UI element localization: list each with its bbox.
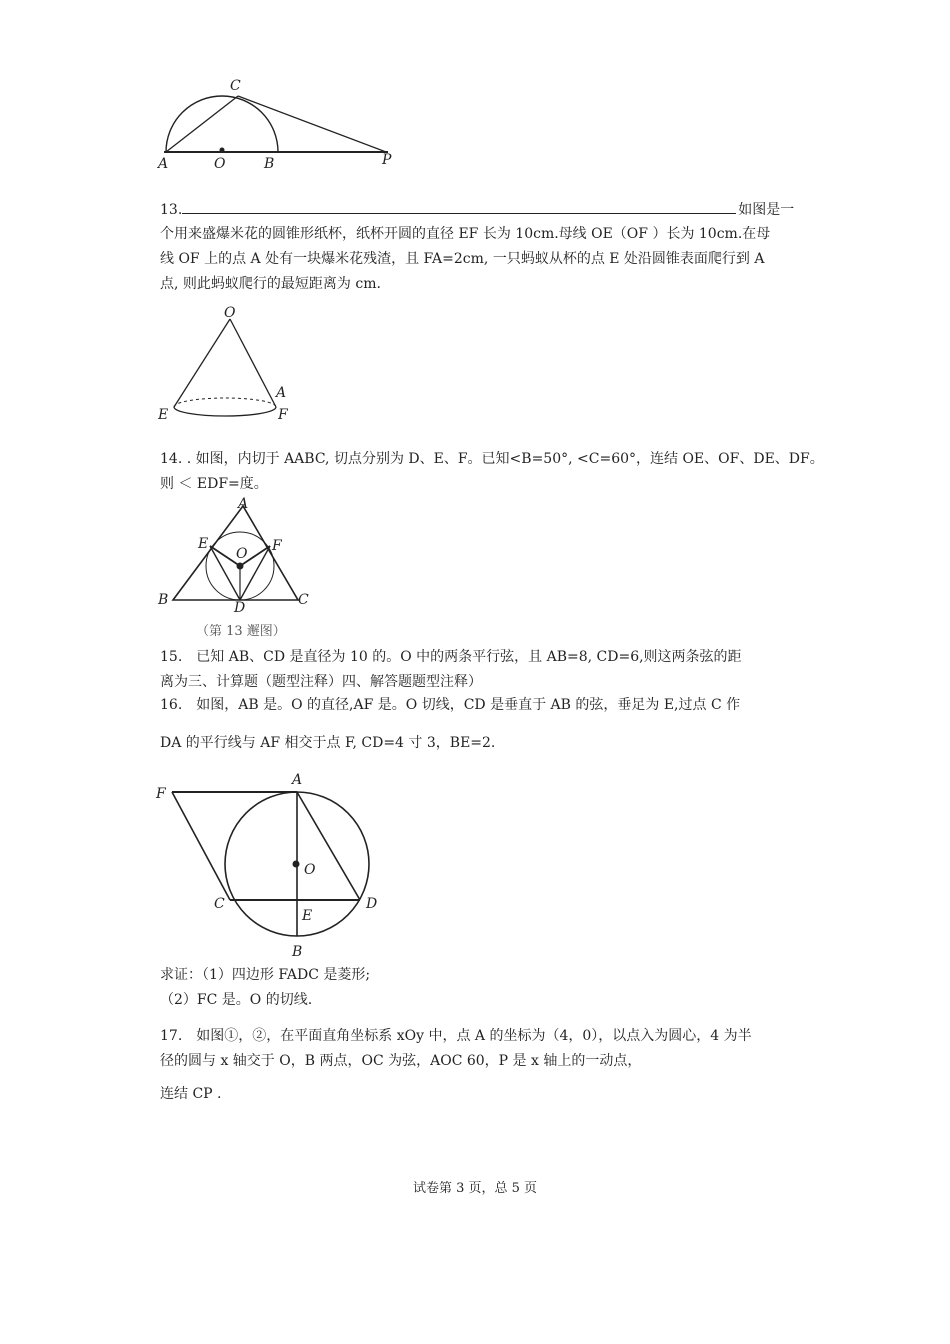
q13-number: 13. [160,202,183,218]
q17-line1: 17. 如图①，②，在平面直角坐标系 xOy 中，点 A 的坐标为（4，0），以点入为圆心，4 为半 [160,1028,752,1044]
label-d: D [366,896,378,912]
q15-line1: 15. 已知 AB、CD 是直径为 10 的。O 中的两条平行弦，且 AB=8, CD=6,则这两条弦的距 [160,649,742,665]
figure-semicircle-tangent [158,78,398,170]
q13-line1-tail: 如图是一 [738,202,795,218]
label-f: F [278,407,288,423]
label-b: B [158,592,169,608]
q13-line3: 线 OF 上的点 A 处有一块爆米花残渣，且 FA=2cm, 一只蚂蚁从杯的点 E 处沿圆锥表面爬行到 A [160,251,765,267]
label-b: B [292,944,303,960]
label-d: D [234,600,246,616]
label-o: O [224,305,236,321]
q17-line2: 径的圆与 x 轴交于 O，B 两点，OC 为弦，AOC 60，P 是 x 轴上的一动点， [160,1053,642,1069]
label-c: C [214,896,225,912]
label-b: B [264,156,275,172]
label-e: E [158,407,169,423]
label-o: O [214,156,226,172]
label-c: C [230,78,241,94]
q13-line1 [160,199,794,220]
q14-line2: 则 ＜ EDF=度。 [160,476,268,492]
q13-line4: 点, 则此蚂蚁爬行的最短距离为 cm. [160,276,381,292]
label-f: F [272,538,282,554]
page-footer: 试卷第 3 页，总 5 页 [412,1181,538,1196]
figure-cone [156,303,296,425]
label-a: A [158,156,169,172]
label-p: P [382,152,392,168]
q14-line1: 14. . 如图，内切于 AABC, 切点分别为 D、E、F。已知<B=50°, <C=60°，连结 OE、OF、DE、DF。 [160,451,824,467]
label-o: O [304,862,316,878]
figure-circle-rhombus [154,768,390,960]
q15-line2: 离为三、计算题（题型注释）四、解答题题型注释） [160,674,482,690]
q13-line2: 个用来盛爆米花的圆锥形纸杯，纸杯开圆的直径 EF 长为 10cm.母线 OE（OF ）长为 10cm.在母 [160,226,771,242]
proof-line2: （2）FC 是。O 的切线. [160,992,313,1008]
label-e: E [198,536,209,552]
label-f: F [156,786,166,802]
q17-line3: 连结 CP . [160,1086,222,1102]
q16-line2: DA 的平行线与 AF 相交于点 F, CD=4 寸 3，BE=2. [160,735,496,751]
label-a: A [292,772,303,788]
label-a: A [276,385,287,401]
label-o: O [236,546,248,562]
label-c: C [298,592,309,608]
answer-blank[interactable] [182,199,736,214]
label-a: A [238,496,249,512]
figure-caption: （第 13 邂图） [196,624,286,639]
q16-line1: 16. 如图，AB 是。O 的直径,AF 是。O 切线，CD 是垂直于 AB 的弦，垂足为 E,过点 C 作 [160,697,741,713]
figure-triangle-incircle [156,496,316,616]
proof-line1: 求证：（1）四边形 FADC 是菱形; [160,967,371,983]
label-e: E [302,908,313,924]
